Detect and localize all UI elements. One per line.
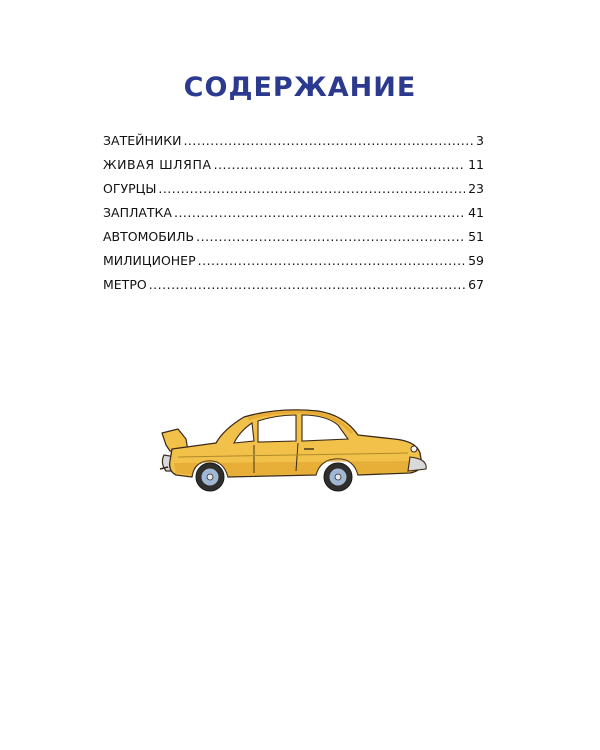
toc-leader-dots [198,253,465,268]
toc-leader-dots [149,277,465,292]
toc-leader-dots [214,157,465,172]
toc-entry-page: 59 [468,253,484,268]
car-front-wheel [324,463,352,491]
toc-entry-page: 41 [468,205,484,220]
table-of-contents [103,133,484,301]
toc-entry-page: 51 [468,229,484,244]
toc-entry[interactable] [103,157,484,181]
toc-entry-page: 3 [476,133,484,148]
toc-entry-title: АВТОМОБИЛЬ [103,229,195,244]
toc-entry-title: МЕТРО [103,277,147,292]
toc-entry-page: 67 [468,277,484,292]
toc-entry-title: ЗАПЛАТКА [103,205,172,220]
car-front-bumper [408,457,426,471]
toc-entry-title: ЖИВАЯ ШЛЯПА [103,157,212,172]
toc-entry-page: 23 [468,181,484,196]
yellow-car-illustration [158,405,438,495]
toc-leader-dots [196,229,465,244]
toc-entry-page: 11 [468,157,484,172]
car-side-window-rear [258,415,296,442]
toc-leader-dots [183,133,473,148]
toc-entry[interactable] [103,229,484,253]
toc-leader-dots [174,205,465,220]
page-title: СОДЕРЖАНИЕ [183,72,417,103]
car-headlight [411,446,417,452]
toc-entry[interactable] [103,133,484,157]
toc-entry[interactable] [103,205,484,229]
toc-entry[interactable] [103,181,484,205]
toc-leader-dots [158,181,465,196]
toc-entry[interactable] [103,277,484,301]
toc-entry-title: ОГУРЦЫ [103,181,157,196]
toc-entry-title: ЗАТЕЙНИКИ [103,133,182,148]
toc-entry-title: МИЛИЦИОНЕР [103,253,196,268]
car-rear-wheel [196,463,224,491]
toc-entry[interactable] [103,253,484,277]
